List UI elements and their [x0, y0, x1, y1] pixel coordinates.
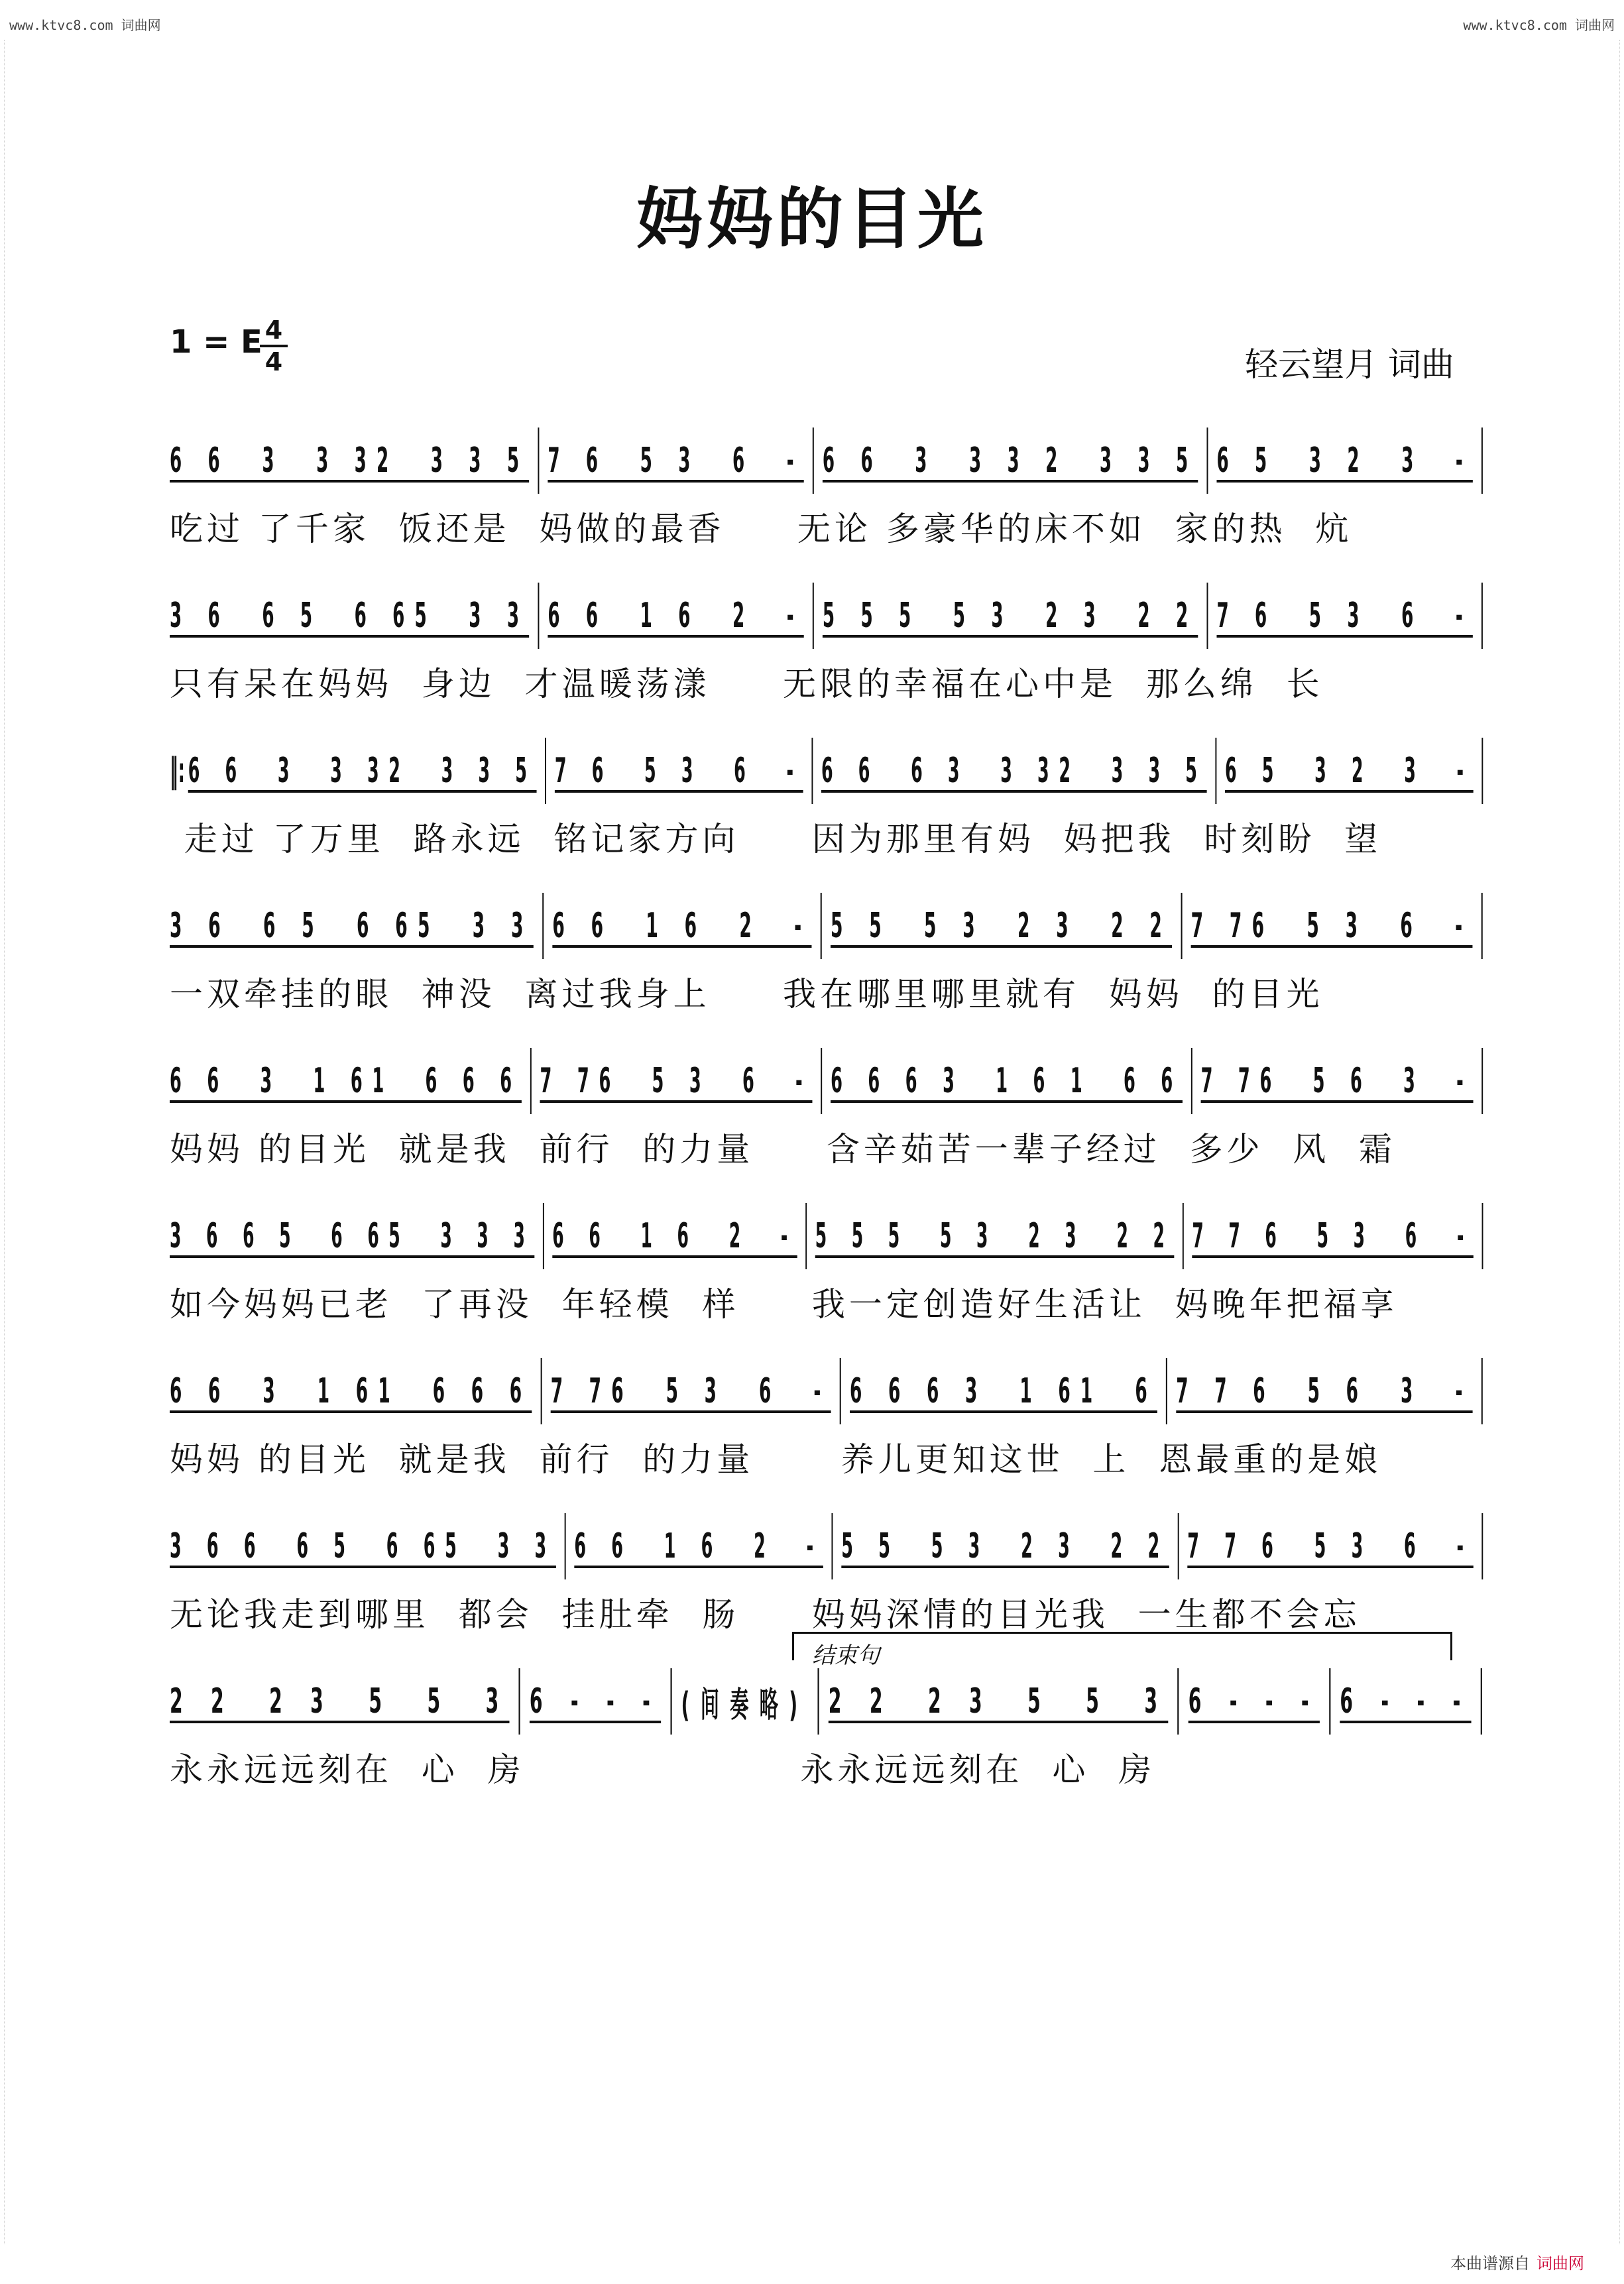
barline: [1206, 428, 1208, 494]
left-margin-strip: [4, 40, 19, 2244]
ending-bracket: [792, 1632, 1452, 1660]
lyric-line: 永永远远刻在 心 房 永永远远刻在 心 房: [170, 1750, 1156, 1789]
measure: 5 5 5 5 3 2 3 2 2: [822, 596, 1198, 636]
measure: 6 6 3 3 32 3 3 5: [170, 441, 530, 481]
measure: 7 76 5 6 3 -: [1200, 1061, 1474, 1101]
measure: 6 6 1 6 2 -: [548, 596, 804, 636]
barline: [813, 428, 814, 494]
barline: [670, 1668, 671, 1735]
barline: [545, 738, 546, 804]
measure: 6 6 3 1 61 6 6 6: [170, 1371, 532, 1411]
notation-row: [170, 889, 1491, 962]
ending-label: 结束句: [812, 1642, 880, 1669]
lyric-line: 一双牵挂的眼 神没 离过我身上 我在哪里哪里就有 妈妈 的目光: [170, 975, 1324, 1013]
interlude-note: (间奏略): [681, 1685, 809, 1725]
barline: [1181, 893, 1182, 959]
barline: [1482, 1513, 1483, 1579]
lyric-line: 无论我走到哪里 都会 挂肚牵 肠 妈妈深情的目光我 一生都不会忘: [170, 1595, 1361, 1634]
barline: [1481, 583, 1483, 649]
barline: [1481, 428, 1483, 494]
barline: [1183, 1203, 1184, 1269]
notation-row: [170, 424, 1491, 497]
notation-row: [170, 579, 1491, 652]
barline: [1206, 583, 1208, 649]
barline: [530, 1048, 532, 1114]
barline: [540, 1358, 542, 1424]
barline: [813, 583, 814, 649]
barline: [1481, 738, 1483, 804]
repeat-start-sign: ‖:: [170, 751, 185, 791]
measure: 6 6 1 6 2 -: [552, 906, 812, 946]
author-credit: 轻云望月 词曲: [1245, 345, 1454, 384]
measure: 2 2 2 3 5 5 3: [170, 1682, 510, 1721]
lyric-line: 如今妈妈已老 了再没 年轻模 样 我一定创造好生活让 妈晚年把福享: [170, 1285, 1398, 1324]
measure: 7 6 5 3 6 -: [554, 751, 803, 791]
barline: [1481, 1668, 1482, 1735]
measure: 7 7 6 5 3 6 -: [1192, 1216, 1474, 1256]
measure: 7 76 5 3 6 -: [1190, 906, 1473, 946]
barline: [1177, 1668, 1179, 1735]
measure: 6 - - -: [1340, 1682, 1472, 1721]
time-signature: [260, 317, 288, 375]
measure: 6 6 6 3 1 6 1 6 6: [831, 1061, 1183, 1101]
lyric-line: 妈妈 的目光 就是我 前行 的力量 养儿更知这世 上 恩最重的是娘: [170, 1440, 1382, 1479]
barline: [542, 893, 544, 959]
measure: 7 76 5 3 6 -: [550, 1371, 831, 1411]
barline: [538, 583, 539, 649]
lyric-line: 妈妈 的目光 就是我 前行 的力量 含辛茹苦一辈子经过 多少 风 霜: [170, 1130, 1397, 1169]
barline: [805, 1203, 807, 1269]
measure: 6 - - -: [1188, 1682, 1320, 1721]
footer: [1450, 2250, 1584, 2273]
meter-bottom: 4: [264, 347, 283, 376]
barline: [832, 1513, 833, 1579]
measure: 6 6 1 6 2 -: [552, 1216, 797, 1256]
barline: [1215, 738, 1216, 804]
measure: 6 5 3 2 3 -: [1224, 751, 1474, 791]
footer-text: 本曲谱源自: [1450, 2254, 1530, 2273]
measure: 3 6 6 5 6 65 3 3 3: [170, 1216, 535, 1256]
site-url-right: www.ktvc8.com 词曲网: [1463, 17, 1615, 33]
measure: 6 6 3 3 3 2 3 3 5: [822, 441, 1198, 481]
barline: [1329, 1668, 1330, 1735]
notation-row: [170, 1355, 1491, 1428]
measure: 6 6 6 3 3 32 3 3 5: [821, 751, 1207, 791]
barline: [821, 1048, 822, 1114]
site-url-left: www.ktvc8.com 词曲网: [9, 17, 161, 33]
barline: [565, 1513, 566, 1579]
barline: [840, 1358, 841, 1424]
barline: [1178, 1513, 1179, 1579]
measure: 6 6 3 3 32 3 3 5: [188, 751, 537, 791]
measure: 3 6 6 5 6 65 3 3: [170, 596, 530, 636]
measure: 7 6 5 3 6 -: [548, 441, 804, 481]
barline: [1481, 1358, 1483, 1424]
notation-row: [170, 1045, 1491, 1117]
barline: [1166, 1358, 1167, 1424]
barline: [1481, 1203, 1483, 1269]
measure: 6 6 1 6 2 -: [574, 1526, 823, 1566]
barline: [1481, 1048, 1483, 1114]
barline: [1481, 893, 1483, 959]
measure: 6 6 3 1 61 6 6 6: [170, 1061, 522, 1101]
barline: [821, 893, 822, 959]
measure: 6 6 6 3 1 61 6: [850, 1371, 1157, 1411]
barline: [543, 1203, 544, 1269]
notation-row: [170, 1200, 1491, 1273]
measure: 5 5 5 3 2 3 2 2: [831, 906, 1173, 946]
measure: 6 5 3 2 3 -: [1216, 441, 1473, 481]
barline: [519, 1668, 520, 1735]
right-margin-strip: [1605, 40, 1620, 2244]
lyric-line: 吃过 了千家 饭还是 妈做的最香 无论 多豪华的床不如 家的热 炕: [170, 510, 1353, 548]
barline: [538, 428, 539, 494]
measure: 3 6 6 6 5 6 65 3 3: [170, 1526, 556, 1566]
measure: 2 2 2 3 5 5 3: [828, 1682, 1169, 1721]
lyric-line: 只有呆在妈妈 身边 才温暖荡漾 无限的幸福在心中是 那么绵 长: [170, 665, 1324, 703]
measure: 5 5 5 5 3 2 3 2 2: [815, 1216, 1175, 1256]
barline: [1191, 1048, 1192, 1114]
barline: [818, 1668, 819, 1735]
lyric-line: 走过 了万里 路永远 铭记家方向 因为那里有妈 妈把我 时刻盼 望: [170, 820, 1382, 858]
measure: 7 7 6 5 3 6 -: [1187, 1526, 1474, 1566]
barline: [811, 738, 813, 804]
notation-row: [170, 734, 1491, 807]
footer-brand: 词曲网: [1537, 2254, 1584, 2273]
song-title: 妈妈的目光: [636, 180, 988, 258]
notation-row: [170, 1510, 1491, 1583]
measure: 7 6 5 3 6 -: [1216, 596, 1473, 636]
meter-top: 4: [264, 315, 283, 345]
measure: 6 - - -: [529, 1682, 662, 1721]
notation-row: [170, 1665, 1491, 1738]
measure: 7 7 6 5 6 3 -: [1176, 1371, 1473, 1411]
measure: 3 6 6 5 6 65 3 3: [170, 906, 534, 946]
measure: 7 76 5 3 6 -: [540, 1061, 813, 1101]
measure: 5 5 5 3 2 3 2 2: [841, 1526, 1169, 1566]
key-signature: 1 = E: [170, 323, 262, 361]
